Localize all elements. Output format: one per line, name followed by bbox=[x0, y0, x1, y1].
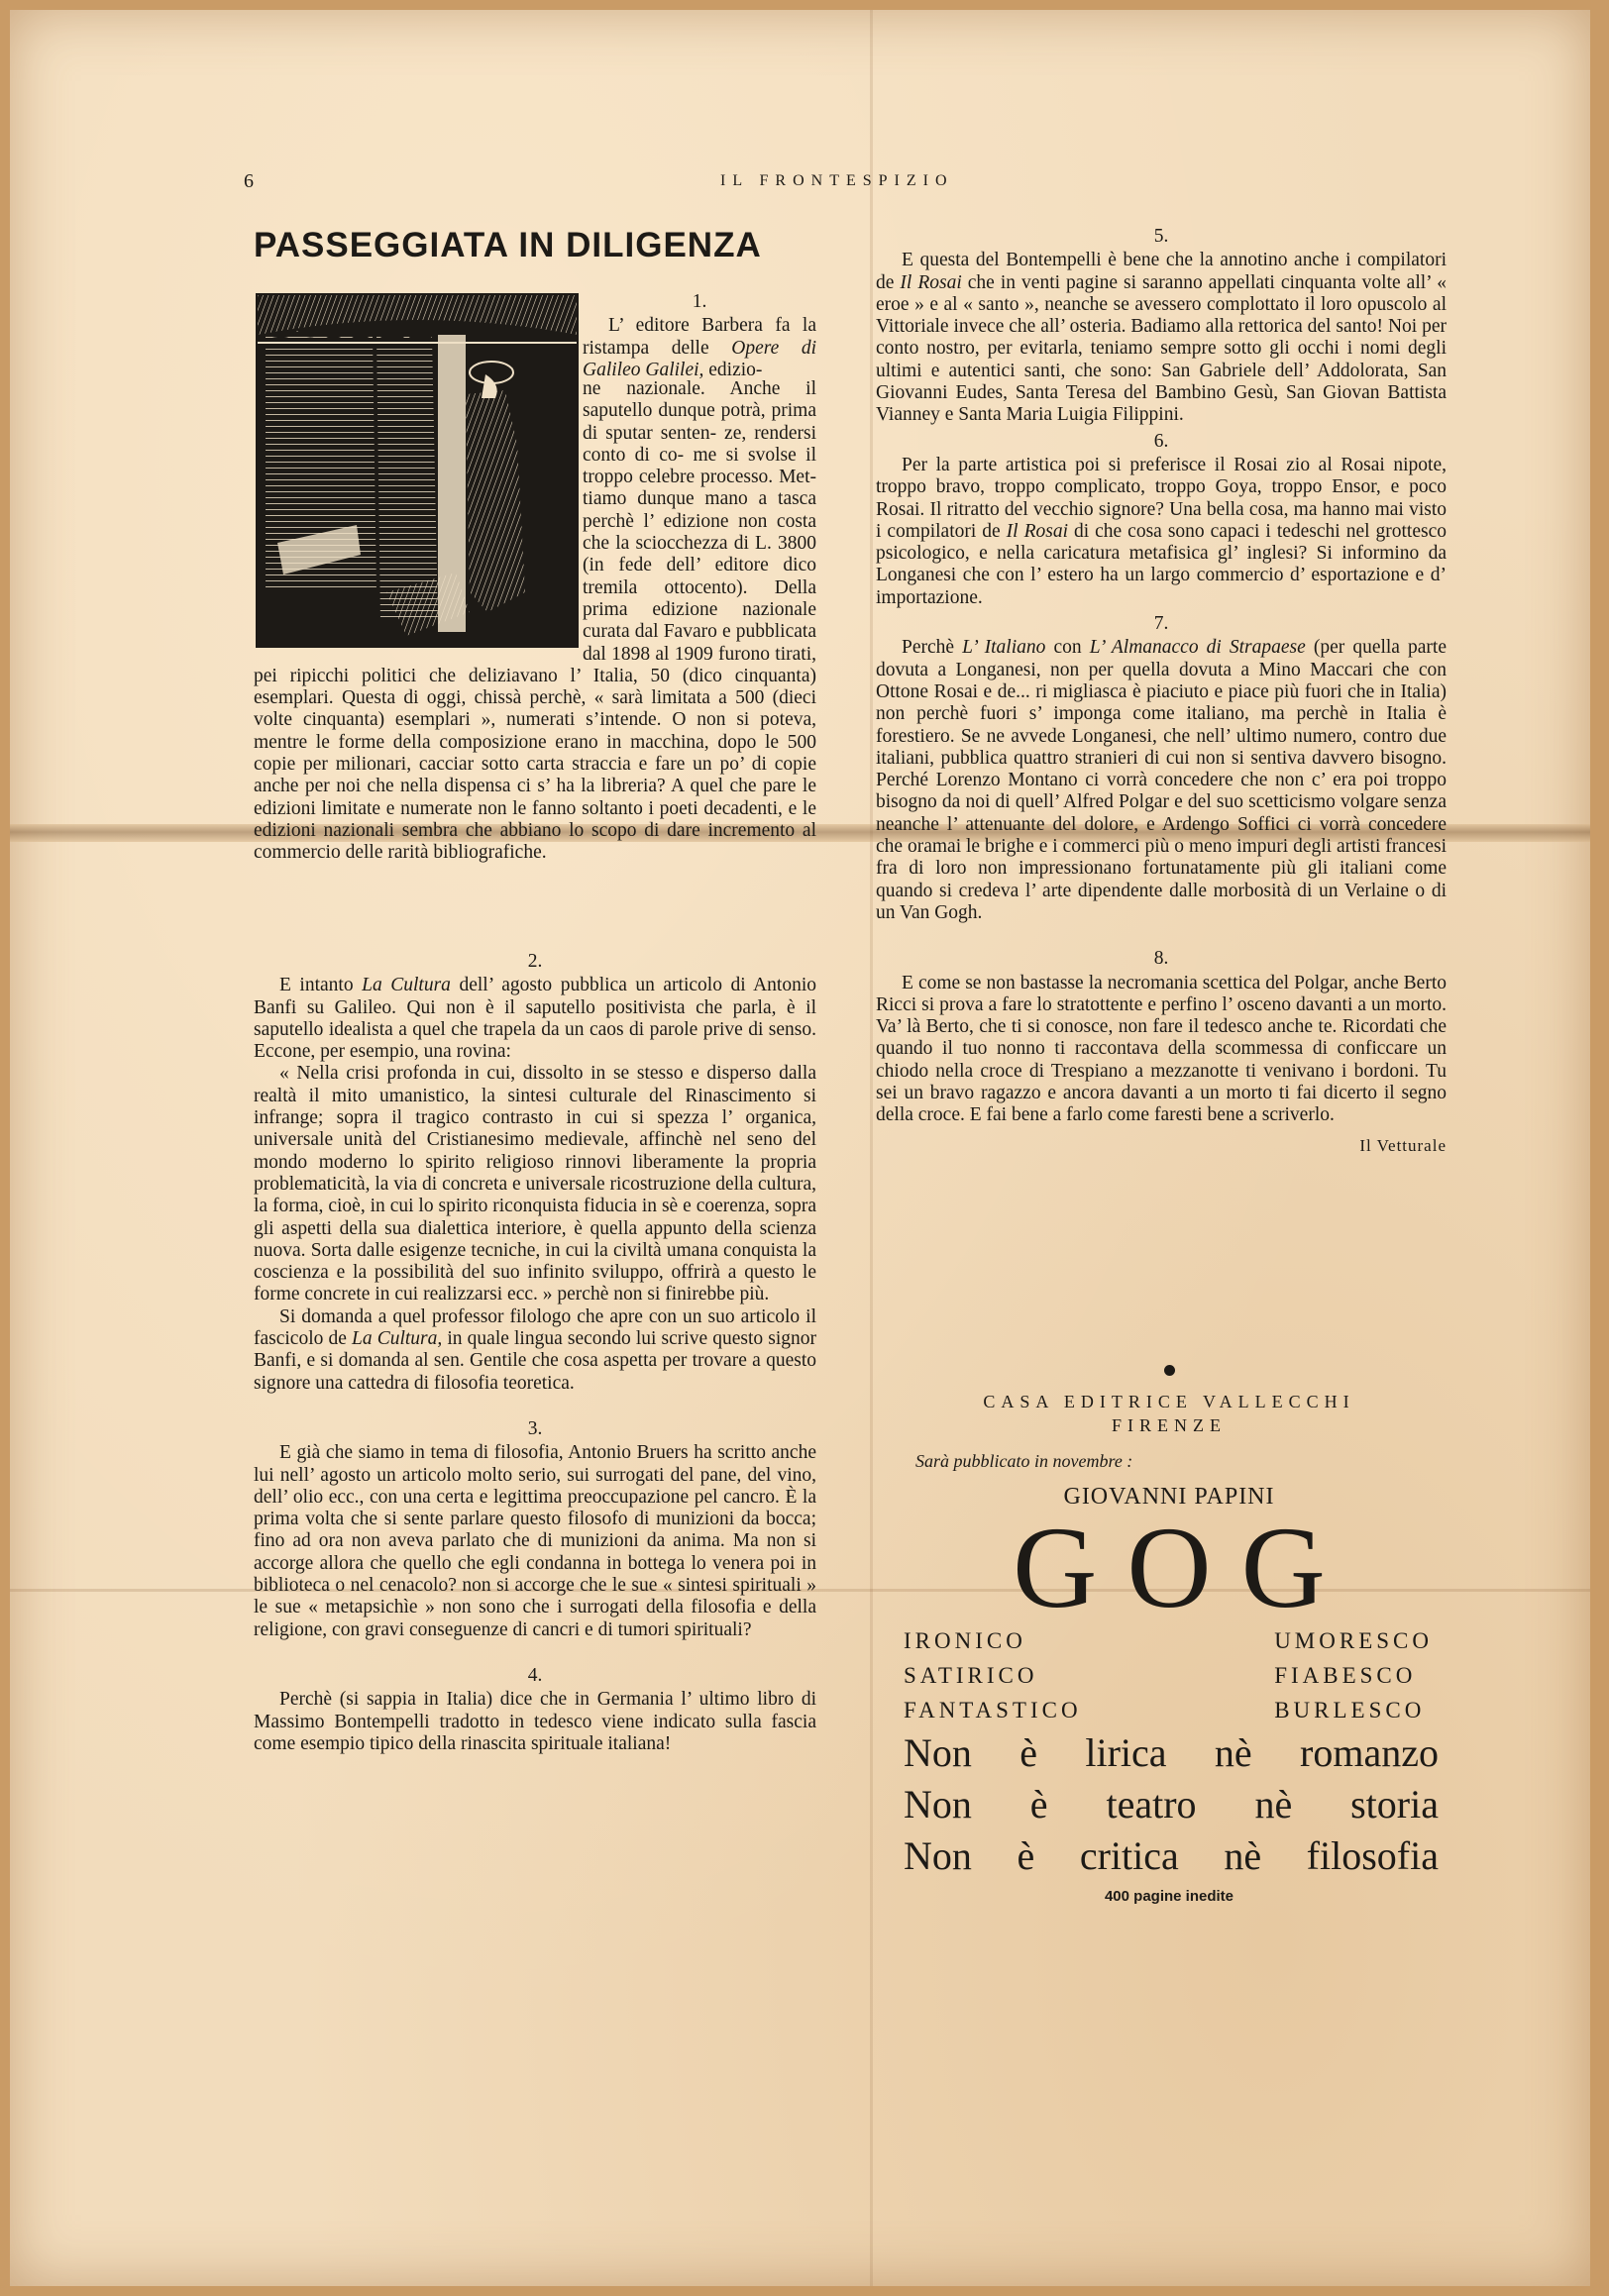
spacer bbox=[254, 1641, 816, 1661]
claim-word: è bbox=[1017, 1833, 1035, 1878]
text-run: con bbox=[1045, 637, 1090, 659]
section-number: 8. bbox=[1153, 948, 1169, 970]
text-run: ne nazionale. Anche il saputello dunque potrà, prima di sputar senten- ze, rendersi conto di co- me si svolse il troppo celebre processo. Met- tiamo dunque mano a tasca perchè l’ edizione non costa che la sciocchezza di L. 3800 (in fede dell’ editore dico tremila ottocento). Della prima edizione nazionale curata dal Favaro e pubblicata dal 1898 al 1909 furono tirati, pei ripicchi politici che deliziavano l’ Italia, 50 (dico cinquanta) esemplari. Questa di oggi, chissà perchè, « sarà limitata a 500 (dieci volte cinquanta) esemplari », numerati s’intende. O non si poteva, mentre le forme della composizione erano in macchina, dopo le 500 copie per milionari, cacciar sotto carta straccia e fare un po’ di copie anche per noi che nella dispensa ci s’ ha la libreria? A quel che pare le edizioni limitate e numerate non le fanno soltanto i poeti decadenti, e le edizioni nazionali sembra che abbiano lo scopo di dare incremento al commercio delle rarità bibliografiche. bbox=[254, 378, 816, 864]
paragraph bbox=[583, 315, 816, 381]
section-number: 1. bbox=[692, 291, 707, 312]
text-run-italic: Il Rosai bbox=[900, 271, 962, 293]
claim-word: nè bbox=[1254, 1782, 1293, 1826]
claim-word: Non bbox=[904, 1730, 972, 1775]
claim-word: è bbox=[1019, 1730, 1038, 1775]
paragraph bbox=[254, 975, 816, 1063]
publication-notice: Sarà pubblicato in novembre : bbox=[915, 1451, 1133, 1471]
claim-line bbox=[892, 1830, 1447, 1882]
text-run: Perchè bbox=[902, 637, 963, 659]
spacer bbox=[876, 924, 1447, 944]
text-run-italic: La Cultura, bbox=[352, 1328, 443, 1350]
section-number: 6. bbox=[1153, 430, 1169, 452]
paragraph bbox=[876, 250, 1447, 426]
quality: FIABESCO bbox=[1274, 1663, 1417, 1688]
wrap-float bbox=[254, 378, 583, 644]
bullet-dot bbox=[1164, 1365, 1175, 1376]
pages-note: 400 pagine inedite bbox=[1104, 1888, 1234, 1905]
quality: IRONICO bbox=[904, 1628, 1026, 1653]
text-run: Per la parte artistica poi si preferisce il Rosai zio al Rosai nipote, troppo bravo, troppo complicato, troppo Goya, troppo Ensor, e poco Rosai. Il ritratto del vecchio signore? Una bella cosa, ma hanno mai visto i compilatori de bbox=[876, 454, 1447, 542]
claim-line bbox=[892, 1727, 1447, 1779]
claim-word: critica bbox=[1079, 1833, 1179, 1878]
claim-word: Non bbox=[904, 1782, 972, 1826]
text-run-italic: Opere bbox=[731, 337, 780, 359]
book-advertisement bbox=[892, 1365, 1447, 1905]
left-column-intro bbox=[583, 291, 816, 381]
text-run: Si domanda a quel professor filologo che apre con un suo articolo il fascicolo de bbox=[254, 1305, 816, 1350]
claim-word: filosofia bbox=[1306, 1833, 1439, 1878]
section-number: 4. bbox=[527, 1664, 543, 1686]
claim-word: è bbox=[1029, 1782, 1048, 1826]
text-run: di che cosa sono capaci i tedeschi nel grottesco psicologico, e nella caricatura metafisica gl’ inglesi? Si informino da Longanesi che con l’ estero ha un largo commercio d’ esportazione e d’ importazione. bbox=[876, 520, 1447, 608]
paragraph bbox=[876, 455, 1447, 609]
claim-word: teatro bbox=[1106, 1782, 1197, 1826]
quality: UMORESCO bbox=[1274, 1628, 1433, 1653]
qualities-left bbox=[904, 1623, 1082, 1727]
claim-word: nè bbox=[1224, 1833, 1262, 1878]
publisher-name: CASA EDITRICE VALLECCHI bbox=[983, 1392, 1355, 1411]
quality: FANTASTICO bbox=[904, 1698, 1082, 1722]
claim-word: romanzo bbox=[1300, 1730, 1439, 1775]
paragraph bbox=[254, 1306, 816, 1395]
text-run: edizio- bbox=[703, 359, 763, 380]
section-number: 2. bbox=[527, 951, 543, 972]
book-title: GOG bbox=[1013, 1503, 1355, 1632]
book-author: GIOVANNI PAPINI bbox=[1063, 1484, 1275, 1510]
section-number: 5. bbox=[1153, 226, 1169, 247]
claim-word: Non bbox=[904, 1833, 972, 1878]
paragraph: E già che siamo in tema di filosofia, Antonio Bruers ha scritto anche lui nell’ agosto un articolo molto serio, sui surrogati del pane, del vino, dell’ olio ecc., con una certa e legittima preoccupazione pel cancro. È la prima volta che si sente parlare questo filosofo di munizioni da bocca; fino ad ora non aveva parlato che di munizioni da anima. Ma non si accorge allora che quello che egli condanna in bottega lo venera poi in biblioteca o nel cenacolo? non si accorge che le sue « sintesi spirituali » le sue « metapsichìe » non sono che i surrogati della filosofia e della religione, con gravi conseguenze di cancri e di tumori spirituali? bbox=[254, 1442, 816, 1640]
claim-word: lirica bbox=[1085, 1730, 1167, 1775]
left-column bbox=[254, 378, 816, 865]
section-number: 3. bbox=[527, 1417, 543, 1439]
spacer bbox=[254, 1395, 816, 1414]
claim-word: storia bbox=[1350, 1782, 1439, 1826]
text-run: dell’ agosto pubblica un articolo di Antonio Banfi su Galileo. Qui non è il saputello positivista che parla, è il saputello idealista a quel che trapela da un caos di parole prive di senso. Eccone, per esempio, una rovina: bbox=[254, 975, 817, 1063]
text-run: che in venti pagine si saranno appellati cinquanta volte all’ « eroe » e al « santo », neanche se avessero complottato il loro opuscolo al Vittoriale invece che all’ osteria. Badiamo alla rettorica del santo! Noi per conto nostro, per evitarla, teniamo sempre sotto gli occhi i nomi degli ultimi e autentici santi, che sono: San Gabriele dell’ Addolorata, San Giovanni Eudes, Santa Teresa del Bambino Gesù, San Giovan Battista Vianney e Santa Maria Luigia Filippini. bbox=[876, 271, 1447, 426]
quality: BURLESCO bbox=[1274, 1698, 1426, 1722]
text-run-italic: La Cultura bbox=[362, 975, 451, 996]
book-qualities bbox=[892, 1623, 1447, 1727]
paragraph bbox=[876, 637, 1447, 924]
page-number: 6 bbox=[244, 170, 254, 192]
text-run-italic: L’ Italiano bbox=[962, 637, 1046, 659]
text-run: in quale lingua secondo lui scrive questo signor Banfi, e si domanda al sen. Gentile che cosa aspetta per trovare a questo signore una cattedra di filosofia teoretica. bbox=[254, 1328, 816, 1394]
left-column-lower bbox=[254, 947, 816, 1755]
quality: SATIRICO bbox=[904, 1663, 1038, 1688]
claim-word: nè bbox=[1214, 1730, 1252, 1775]
text-run: E questa del Bontempelli è bene che la annotino anche i compilatori de bbox=[876, 250, 1447, 293]
claim-line bbox=[892, 1779, 1447, 1830]
text-run-italic: Il Rosai bbox=[1006, 520, 1068, 542]
paragraph: E come se non bastasse la necromania scettica del Polgar, anche Berto Ricci si prova a fare lo stratottente e perfino l’ osceno davanti a un morto. Va’ là Berto, che ti si conosce, non fare il tedesco anche te. Ricordati che quando il tuo nonno ti raccontava della scommessa di conficcare un chiodo nella croce di Trespiano a mezzanotte ti venivano i bordoni. Tu sei un bravo ragazzo e ancora davanti a un morto ti fai dicerto il segno della croce. E fai bene a farlo come faresti bene a scriverlo. bbox=[876, 972, 1447, 1126]
publisher-city: FIRENZE bbox=[1112, 1415, 1227, 1435]
text-run-italic: di Galileo Galilei, bbox=[583, 337, 817, 380]
paragraph: Perchè (si sappia in Italia) dice che in Germania l’ ultimo libro di Massimo Bontempelli tradotto in tedesco viene indicato sulla fascia come esempio tipico della rinascita spirituale italiana! bbox=[254, 1689, 816, 1754]
section-number: 7. bbox=[1153, 613, 1169, 635]
article-title: PASSEGGIATA IN DILIGENZA bbox=[254, 226, 762, 264]
running-head: IL FRONTESPIZIO bbox=[720, 172, 954, 189]
quotation: « Nella crisi profonda in cui, dissolto in se stesso e disperso dalla realtà il mito umanistico, la sintesi culturale del Rinascimento si infrange; sopra il tragico contrasto in cui si spezza l’ organica, universale unità del Cristianesimo medievale, affinchè nel seno del mondo moderno lo spirito religioso rinnovi liberamente la propria problematicità, la via di concreta e universale ricostruzione della cultura, la forma, cioè, in cui lo spirito riconquista fiducia in sè e coerenza, sopra gli aspetti della sua dialettica interiore, è quella appunto della scienza nuova. Sorta dalle esigenze tecniche, in cui la civiltà umana conquista la coscienza e la possibilità del suo infinito sviluppo, offrirà a questo le forme concrete in cui realizzarsi ecc. » perchè non si finirebbe più. bbox=[254, 1063, 816, 1305]
text-run: la ristampa delle bbox=[583, 315, 816, 359]
qualities-right bbox=[1274, 1623, 1433, 1727]
author-signature: Il Vetturale bbox=[1359, 1135, 1447, 1155]
text-run-italic: L’ Almanacco di Strapaese bbox=[1089, 637, 1306, 659]
right-column bbox=[876, 222, 1447, 1157]
text-run: E intanto bbox=[279, 975, 363, 996]
text-run: L’ editore Barbera fa bbox=[608, 315, 791, 337]
text-run: (per quella parte dovuta a Longanesi, non per quella dovuta a Mino Maccari che con Ottone Rosai e de... ri migliasca è piaciuto e piace più fuori che in Italia) non perchè fuori s’ imponga come italiano, ma perchè in Italia è forestiero. Se ne avvede Longanesi, che nell’ ultimo numero, contro due italiani, pubblica quattro stranieri di cui non si sentiva davvero bisogno. Perché Lorenzo Montano ci vorrà concedere che non c’ era poi troppo bisogno da noi di quell’ Alfred Polgar e del suo scetticismo volgare senza neanche l’ attenuante del dolore, e Ardengo Soffici ci vorrà concedere che oramai le brighe e i commerci più o meno impuri degli artisti francesi fra di loro non impressionano fortunatamente più gli italiani come quando si credeva l’ arte dipendente dalle morbosità di un Verlaine o di un Van Gogh. bbox=[876, 637, 1448, 923]
vertical-fold bbox=[870, 10, 873, 2286]
